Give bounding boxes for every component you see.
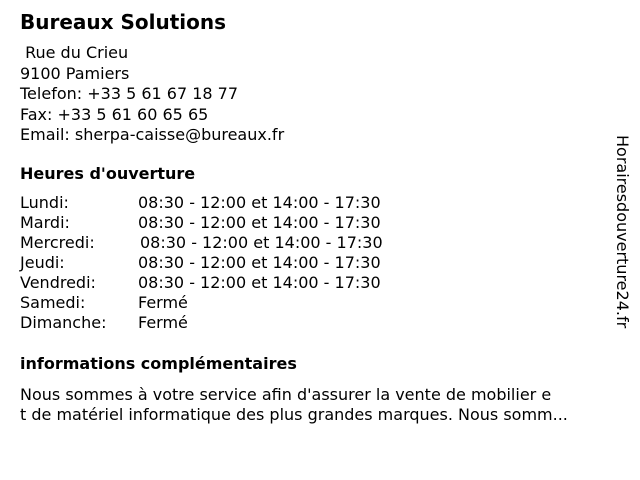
time-value: Fermé	[138, 313, 188, 332]
hours-row-vendredi	[20, 273, 580, 293]
day-label: Vendredi:	[20, 273, 96, 292]
info-description	[20, 385, 620, 425]
time-value: 08:30 - 12:00 et 14:00 - 17:30	[138, 273, 381, 292]
info-line-1: Nous sommes à votre service afin d'assurer la vente de mobilier e	[20, 385, 552, 404]
day-label: Mardi:	[20, 213, 70, 232]
hours-table	[20, 193, 580, 333]
hours-heading: Heures d'ouverture	[20, 164, 196, 183]
hours-row-lundi	[20, 193, 580, 213]
hours-row-jeudi	[20, 253, 580, 273]
hours-row-samedi	[20, 293, 580, 313]
time-value: 08:30 - 12:00 et 14:00 - 17:30	[140, 233, 383, 252]
info-heading: informations complémentaires	[20, 354, 297, 373]
hours-row-mardi	[20, 213, 580, 233]
day-label: Mercredi:	[20, 233, 95, 252]
business-name: Bureaux Solutions	[20, 10, 227, 34]
contact-email: Email: sherpa-caisse@bureaux.fr	[20, 125, 285, 144]
contact-block	[20, 43, 284, 146]
contact-street: Rue du Crieu	[20, 43, 129, 62]
hours-row-mercredi	[20, 233, 580, 253]
day-label: Dimanche:	[20, 313, 107, 332]
contact-fax: Fax: +33 5 61 60 65 65	[20, 104, 209, 124]
contact-phone: Telefon: +33 5 61 67 18 77	[20, 84, 239, 103]
time-value: 08:30 - 12:00 et 14:00 - 17:30	[138, 253, 381, 272]
day-label: Lundi:	[20, 193, 69, 212]
info-line-2: t de matériel informatique des plus grandes marques. Nous somm...	[20, 405, 568, 424]
time-value: 08:30 - 12:00 et 14:00 - 17:30	[138, 193, 381, 212]
day-label: Samedi:	[20, 293, 86, 312]
day-label: Jeudi:	[20, 253, 65, 272]
contact-city: 9100 Pamiers	[20, 63, 130, 83]
time-value: Fermé	[138, 293, 188, 312]
time-value: 08:30 - 12:00 et 14:00 - 17:30	[138, 213, 381, 232]
hours-row-dimanche	[20, 313, 580, 333]
site-watermark: Horairesdouverture24.fr	[613, 135, 632, 329]
